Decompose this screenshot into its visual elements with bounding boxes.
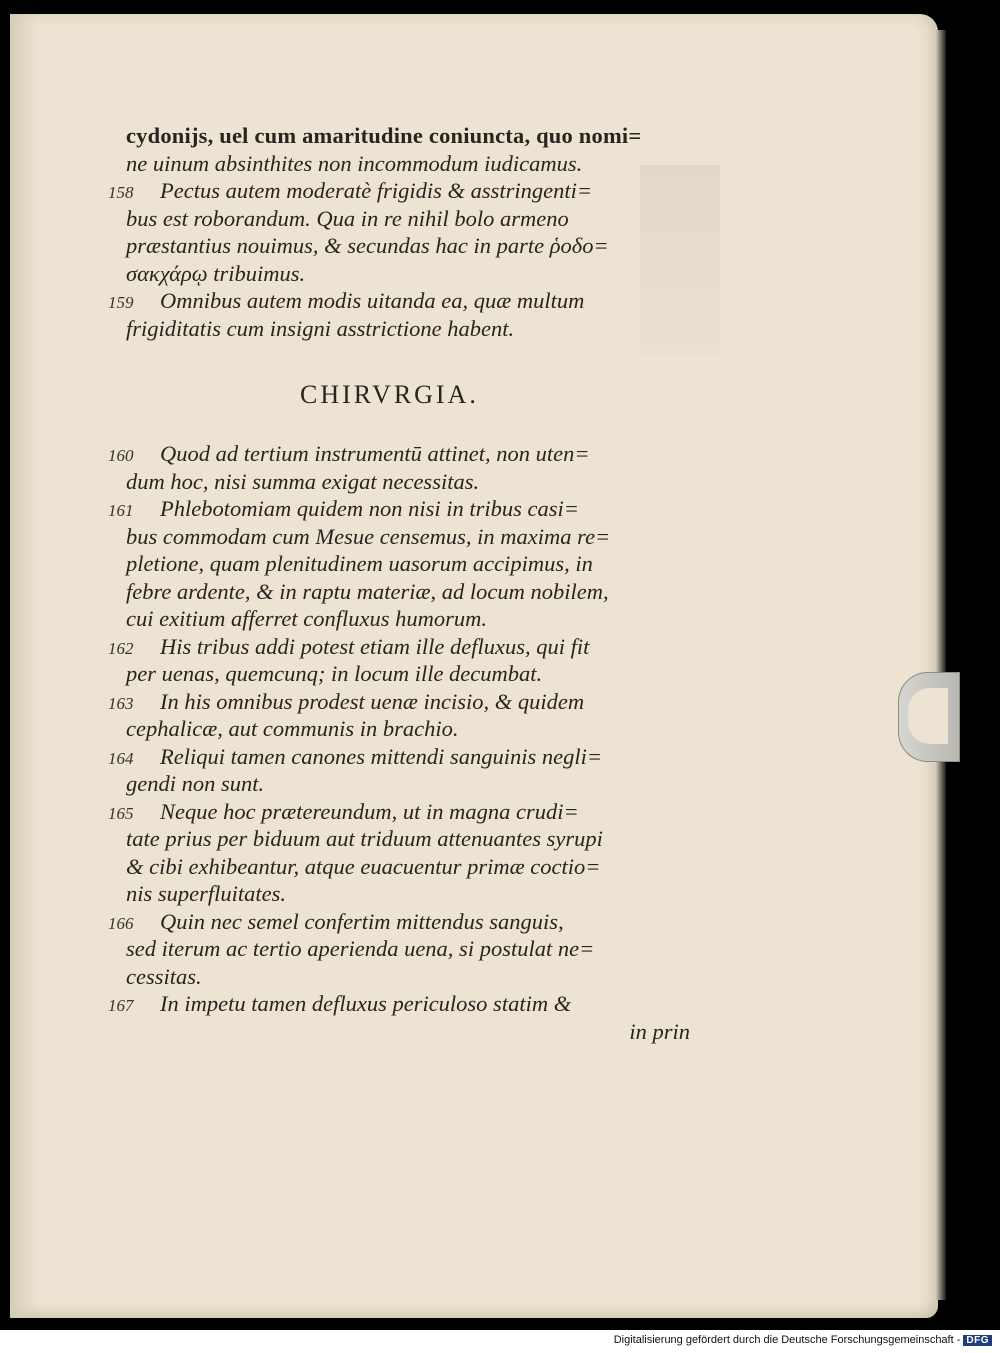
text-line — [108, 633, 708, 661]
paragraph-number: 160 — [108, 446, 134, 465]
text-line — [108, 122, 708, 150]
line-text: ne uinum absinthites non incommodum iudicamus. — [126, 150, 583, 176]
paragraph-number: 165 — [108, 803, 134, 823]
text-line — [108, 688, 708, 716]
paragraph-number: 164 — [108, 748, 134, 768]
page-gutter-shadow — [10, 14, 38, 1318]
footer-text: Digitalisierung gefördert durch die Deutsche Forschungsgemeinschaft - — [613, 1334, 961, 1346]
text-line — [108, 853, 708, 881]
line-text: Reliqui tamen canones mittendi sanguinis negli= — [160, 743, 603, 769]
text-line — [108, 743, 708, 771]
paragraph-number: 161 — [108, 501, 134, 520]
text-line — [108, 908, 708, 936]
line-text: Omnibus autem modis uitanda ea, quæ multum — [160, 288, 585, 313]
line-text: cessitas. — [126, 963, 202, 989]
text-line — [108, 715, 708, 743]
dfg-logo: DFG — [963, 1335, 992, 1346]
line-text: In impetu tamen defluxus periculoso statim & — [160, 991, 572, 1016]
section-heading: CHIRVRGIA. — [300, 380, 479, 409]
text-line — [108, 523, 708, 551]
line-text: σακχάρῳ tribuimus. — [126, 260, 306, 286]
text-line — [108, 770, 708, 798]
line-text: His tribus addi potest etiam ille defluxus, qui fit — [160, 633, 590, 659]
paragraph-number: 159 — [108, 293, 134, 312]
paragraph-number: 158 — [108, 183, 134, 202]
text-line — [108, 468, 708, 496]
text-line — [108, 260, 708, 288]
text-line — [108, 825, 708, 853]
text-line — [108, 315, 708, 343]
line-text: præstantius nouimus, & secundas hac in parte ῥοδο= — [126, 233, 609, 258]
text-line — [108, 605, 708, 633]
line-text: febre ardente, & in raptu materiæ, ad locum nobilem, — [126, 578, 609, 604]
text-line — [108, 798, 708, 826]
text-line — [108, 935, 708, 963]
paragraph-number: 162 — [108, 638, 134, 658]
line-text: Quod ad tertium instrumentū attinet, non uten= — [160, 441, 590, 466]
text-line — [108, 990, 708, 1018]
text-line — [108, 578, 708, 606]
catchword: in prin — [629, 1018, 690, 1044]
text-line — [108, 232, 708, 260]
line-text: per uenas, quemcunq; in locum ille decumbat. — [126, 661, 543, 686]
line-text: Neque hoc prætereundum, ut in magna crudi= — [160, 798, 579, 824]
text-line — [108, 150, 708, 178]
line-text: tate prius per biduum aut triduum attenuantes syrupi — [126, 826, 603, 851]
text-line — [108, 495, 708, 523]
line-text: Phlebotomiam quidem non nisi in tribus casi= — [160, 496, 579, 521]
line-text: Pectus autem moderatè frigidis & asstringenti= — [160, 178, 593, 203]
paragraph-number: 166 — [108, 913, 134, 933]
text-line — [108, 963, 708, 991]
text-line — [108, 177, 708, 205]
text-block-main — [108, 440, 708, 1045]
line-text: In his omnibus prodest uenæ incisio, & quidem — [160, 688, 585, 714]
text-line — [108, 550, 708, 578]
paragraph-number: 163 — [108, 693, 134, 713]
text-line — [108, 287, 708, 315]
line-text: cydonijs, uel cum amaritudine coniuncta, quo nomi= — [126, 123, 642, 148]
line-text: gendi non sunt. — [126, 771, 265, 796]
line-text: bus est roborandum. Qua in re nihil bolo armeno — [126, 205, 569, 231]
text-line — [108, 880, 708, 908]
line-text: Quin nec semel confertim mittendus sanguis, — [160, 908, 564, 934]
text-block-top — [108, 122, 708, 342]
paragraph-number: 167 — [108, 996, 134, 1015]
line-text: nis superfluitates. — [126, 881, 287, 906]
text-line — [108, 660, 708, 688]
text-line — [108, 205, 708, 233]
line-text: sed iterum ac tertio aperienda uena, si postulat ne= — [126, 936, 595, 961]
line-text: cui exitium afferret confluxus humorum. — [126, 606, 487, 631]
page-right-edge — [936, 30, 946, 1300]
page-clip-inner — [908, 688, 948, 744]
line-text: bus commodam cum Mesue censemus, in maxima re= — [126, 523, 611, 549]
line-text: dum hoc, nisi summa exigat necessitas. — [126, 468, 480, 494]
line-text: pletione, quam plenitudinem uasorum accipimus, in — [126, 551, 593, 576]
footer-credit — [614, 1334, 992, 1346]
line-text: & cibi exhibeantur, atque euacuentur primæ coctio= — [126, 853, 601, 879]
text-line — [108, 440, 708, 468]
line-text: frigiditatis cum insigni asstrictione habent. — [126, 315, 515, 341]
line-text: cephalicæ, aut communis in brachio. — [126, 716, 459, 741]
